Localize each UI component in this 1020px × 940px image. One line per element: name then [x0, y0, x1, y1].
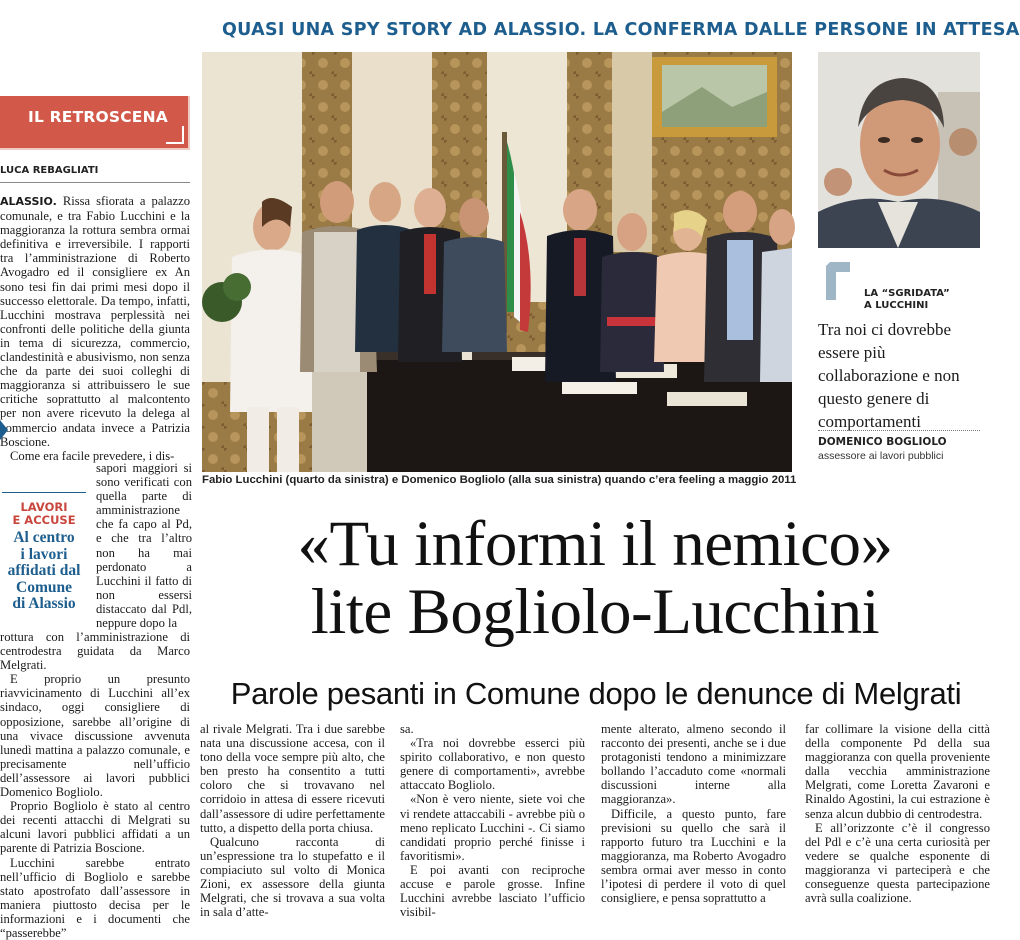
article-column-1-lower [0, 630, 190, 940]
pull-quote-author: DOMENICO BOGLIOLO [818, 436, 947, 448]
main-photo [202, 52, 792, 472]
byline: LUCA REBAGLIATI [0, 165, 190, 183]
portrait-photo [818, 52, 980, 248]
headline [200, 510, 990, 646]
section-tag-label: IL RETROSCENA [28, 108, 168, 126]
article-column-3 [400, 722, 585, 919]
article-column-1-narrow [96, 461, 192, 630]
pull-quote-divider [818, 430, 980, 431]
subheadline: Parole pesanti in Comune dopo le denunce di Melgrati [200, 676, 992, 712]
sidebar-box [2, 492, 86, 624]
section-tag [0, 96, 188, 148]
page-edge-arrow-icon [0, 420, 8, 440]
dateline: ALASSIO. [0, 195, 57, 208]
photo-caption: Fabio Lucchini (quarto da sinistra) e Domenico Bogliolo (alla sua sinistra) quando c’era feeling a maggio 2011 [202, 474, 802, 486]
article-paragraph: Rissa sfiorata a palazzo comunale, e tra Fabio Lucchini e la maggioranza la rottura sembra ormai definitiva e irreversibile. I rapporti tra l’amministrazione di Roberto Avogadro ed il consigliere ex An sono tesi fin dai primi mesi dopo il successo elettorale. Da tempo, infatti, Lucchini mostrava perplessità nei confronti delle politiche della giunta in tema di sicurezza, commercio, clandestinità e abusivismo, non senza che da parte dei suoi colleghi di maggioranza si attribuissero le sue critiche soprattutto al malcontento per non avere ricevuto la delega al commercio andata invece a Patrizia Boscione. [0, 194, 190, 449]
sidebar-box-kicker: LAVORI E ACCUSE [2, 501, 86, 527]
article-paragraph: Come era facile prevedere, i dis- [0, 449, 190, 463]
article-paragraph: sa. [400, 722, 585, 736]
article-column-2 [200, 722, 385, 919]
article-paragraph: E poi avanti con reciproche accuse e parole grosse. Infine Lucchini avrebbe lasciato l’ufficio visibil- [400, 863, 585, 919]
portrait-illustration [818, 52, 980, 248]
article-paragraph: far collimare la visione della città della componente Pd della sua maggioranza con quella proveniente dalla vecchia amministrazione Melgrati, come Loretta Zavaroni e Rinaldo Agostini, la cui estrazione è senza alcun dubbio di centrodestra. [805, 722, 990, 821]
tag-corner-mark [166, 126, 184, 144]
article-column-4 [601, 722, 786, 905]
article-paragraph: al rivale Melgrati. Tra i due sarebbe nata una discussione accesa, con il tono della voce sempre più alto, che ben presto ha consentito a tutti coloro che si trovavano nel corridoio in attesa di essere ricevuti dall’assessore di udire perfettamente tutto, a dispetto della porta chiusa. [200, 722, 385, 835]
article-paragraph: rottura con l’amministrazione di centrodestra guidata da Marco Melgrati. [0, 630, 190, 672]
group-photo-illustration [202, 52, 792, 472]
headline-line-2: lite Bogliolo-Lucchini [200, 578, 990, 646]
article-paragraph: «Non è vero niente, siete voi che vi rendete attaccabili - avrebbe più o meno replicato Lucchini -. Ci siamo candidati proprio perché finisse i favoritismi». [400, 792, 585, 862]
article-column-1-top [0, 194, 190, 463]
article-paragraph: E all’orizzonte c’è il congresso del Pdl e c’è una certa curiosità per vedere se qualche esponente di maggioranza vi parteciperà e che conseguenze questa partecipazione avrà sulla coalizione. [805, 821, 990, 906]
article-paragraph: mente alterato, almeno secondo il racconto dei presenti, anche se i due protagonisti tendono a minimizzare bollando l’accaduto come «normali discussioni interne alla maggioranza». [601, 722, 786, 807]
sidebar-box-title: Al centro i lavori affidati dal Comune di Alassio [2, 530, 86, 613]
article-paragraph: Proprio Bogliolo è stato al centro dei recenti attacchi di Melgrati su alcuni lavori pubblici affidati a un parente di Patrizia Boscione. [0, 799, 190, 855]
kicker-headline: QUASI UNA SPY STORY AD ALASSIO. LA CONFERMA DALLE PERSONE IN ATTESA [222, 20, 982, 40]
article-column-5 [805, 722, 990, 905]
pull-quote-text: Tra noi ci dovrebbe essere più collaborazione e non questo genere di comportamenti [818, 318, 983, 433]
article-paragraph: E proprio un presunto riavvicinamento di Lucchini all’ex sindaco, oggi consigliere di opposizione, sarebbe all’origine di una vivace discussione avvenuta lunedì mattina a palazzo comunale, e precisamente nell’ufficio dell’assessore ai lavori pubblici Domenico Bogliolo. [0, 672, 190, 799]
quote-bracket-icon [822, 260, 852, 304]
article-paragraph: Difficile, a questo punto, fare previsioni su quello che sarà il rapporto futuro tra Lucchini e la maggioranza, ma Roberto Avogadro sembra ormai aver messo in conto l’ipotesi di perdere il voto di quel consigliere, e pensa soprattutto a [601, 807, 786, 906]
headline-line-1: «Tu informi il nemico» [200, 510, 990, 578]
pull-quote-author-role: assessore ai lavori pubblici [818, 450, 943, 462]
article-paragraph: Qualcuno racconta di un’espressione tra lo stupefatto e il compiaciuto sul volto di Monica Zioni, ex assessore della giunta Melgrati, che si trovava a sua volta in sala d’atte- [200, 835, 385, 920]
pull-quote-label: LA “SGRIDATA” A LUCCHINI [864, 288, 950, 312]
article-paragraph: «Tra noi dovrebbe esserci più spirito collaborativo, e non questo genere di comportamenti», avrebbe attaccato Bogliolo. [400, 736, 585, 792]
article-paragraph: Lucchini sarebbe entrato nell’ufficio di Bogliolo e sarebbe stato apostrofato dall’assessore in maniera piuttosto decisa per le informazioni e i documenti che “passerebbe” [0, 856, 190, 940]
article-paragraph: sapori maggiori si sono verificati con quella parte di amministrazione che fa capo al Pd, e che tra l’altro non ha mai perdonato a Lucchini il fatto di non essersi distaccato dal Pdl, neppure dopo la [96, 461, 192, 630]
